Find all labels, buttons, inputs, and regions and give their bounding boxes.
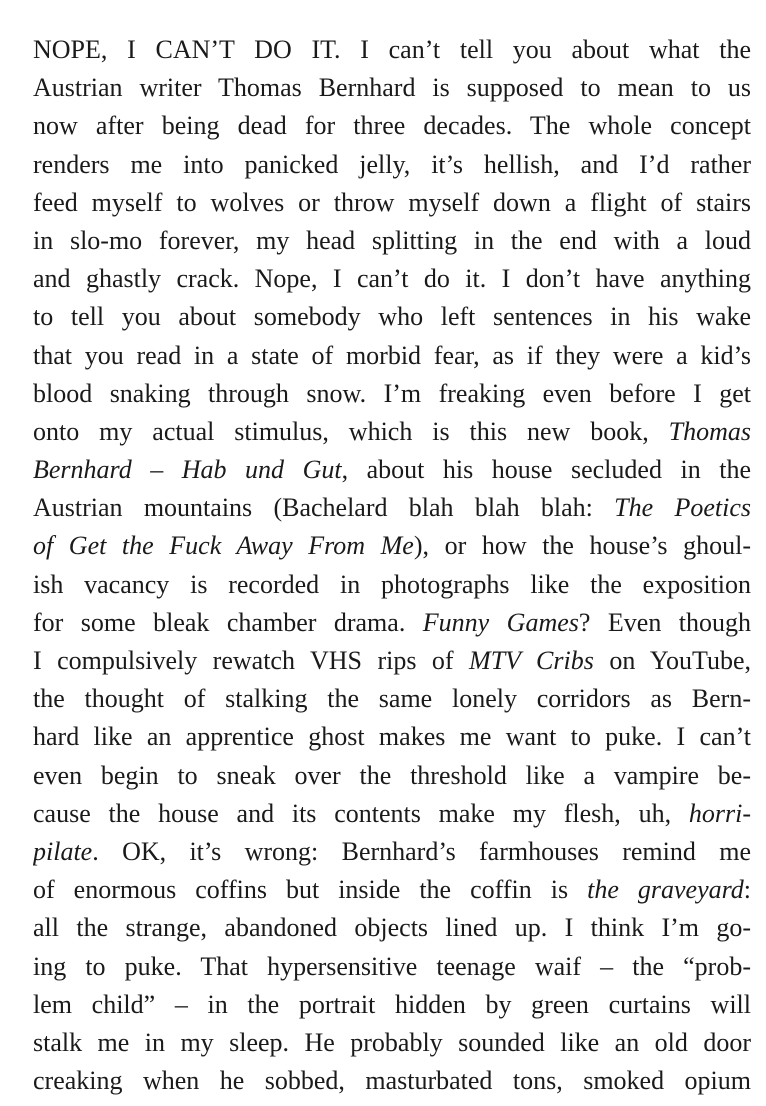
text-run: lem child” – in the portrait hidden by green curtains will: [33, 989, 751, 1019]
text-line: [33, 604, 751, 642]
italic-title: of Get the Fuck Away From Me: [33, 531, 414, 561]
text-line: [33, 184, 751, 222]
text-line: [33, 260, 751, 298]
text-line: [33, 986, 751, 1024]
italic-title: the graveyard: [587, 875, 744, 905]
text-run: ), or how the house’s ghoul-: [413, 531, 751, 561]
text-run: renders me into panicked jelly, it’s hellish, and I’d rather: [33, 149, 751, 179]
text-run: onto my actual stimulus, which is this new book,: [33, 416, 669, 446]
text-run: creaking when he sobbed, masturbated tons, smoked opium: [33, 1066, 751, 1096]
text-line: [33, 718, 751, 756]
text-line: [33, 31, 751, 69]
text-line: [33, 413, 751, 451]
text-line: [33, 795, 751, 833]
text-run: ish vacancy is recorded in photographs like the exposition: [33, 569, 751, 599]
text-line: [33, 680, 751, 718]
italic-title: Funny Games: [422, 607, 579, 637]
text-run: and ghastly crack. Nope, I can’t do it. I don’t have anything: [33, 264, 751, 294]
italic-title: Thomas: [668, 416, 751, 446]
text-run: ? Even though: [578, 607, 751, 637]
text-line: [33, 107, 751, 145]
text-line: [33, 527, 751, 565]
text-run: Austrian mountains (Bachelard blah blah blah:: [33, 493, 615, 523]
text-run: on YouTube,: [593, 646, 751, 675]
text-line: [33, 298, 751, 336]
text-run: hard like an apprentice ghost makes me want to puke. I can’t: [33, 722, 751, 752]
text-run: . OK, it’s wrong: Bernhard’s farmhouses remind me: [92, 836, 751, 866]
text-line: [33, 451, 751, 489]
text-line: [33, 757, 751, 795]
text-run: stalk me in my sleep. He probably sounded like an old door: [33, 1027, 751, 1057]
text-line: [33, 566, 751, 604]
italic-title: pilate: [33, 836, 93, 866]
text-line: [33, 222, 751, 260]
text-line: [33, 337, 751, 375]
italic-title: horri-: [688, 798, 751, 828]
text-line: [33, 948, 751, 986]
text-line: [33, 909, 751, 947]
article-body: [33, 31, 751, 1100]
text-line: [33, 833, 751, 871]
text-line: [33, 69, 751, 107]
text-line: [33, 489, 751, 527]
text-line: [33, 642, 751, 680]
text-run: NOPE, I CAN’T DO IT. I can’t tell you about what the: [33, 35, 751, 64]
text-run: I compulsively rewatch VHS rips of: [33, 646, 470, 675]
text-run: Austrian writer Thomas Bernhard is supposed to mean to us: [33, 73, 751, 103]
italic-title: Bernhard – Hab und Gut: [33, 455, 342, 485]
text-run: that you read in a state of morbid fear, as if they were a kid’s: [33, 340, 751, 370]
text-run: even begin to sneak over the threshold like a vampire be-: [33, 760, 751, 790]
italic-title: The Poetics: [614, 493, 751, 523]
text-run: cause the house and its contents make my flesh, uh,: [33, 798, 689, 828]
italic-title: MTV Cribs: [469, 646, 594, 675]
text-run: blood snaking through snow. I’m freaking even before I get: [33, 378, 751, 408]
text-run: ing to puke. That hypersensitive teenage waif – the “prob-: [33, 951, 751, 981]
text-run: now after being dead for three decades. The whole concept: [33, 111, 751, 141]
text-run: feed myself to wolves or throw myself down a flight of stairs: [33, 187, 751, 217]
text-run: in slo-mo forever, my head splitting in the end with a loud: [33, 225, 751, 255]
text-run: for some bleak chamber drama.: [33, 607, 423, 637]
text-line: [33, 146, 751, 184]
text-line: [33, 871, 751, 909]
text-line: [33, 1024, 751, 1062]
text-run: all the strange, abandoned objects lined up. I think I’m go-: [33, 913, 751, 943]
text-run: to tell you about somebody who left sentences in his wake: [33, 302, 751, 332]
text-run: the thought of stalking the same lonely corridors as Bern-: [33, 684, 751, 714]
text-run: , about his house secluded in the: [341, 455, 751, 485]
text-line: [33, 1062, 751, 1100]
text-run: of enormous coffins but inside the coffin is: [33, 875, 588, 905]
text-line: [33, 375, 751, 413]
text-run: :: [743, 875, 751, 905]
